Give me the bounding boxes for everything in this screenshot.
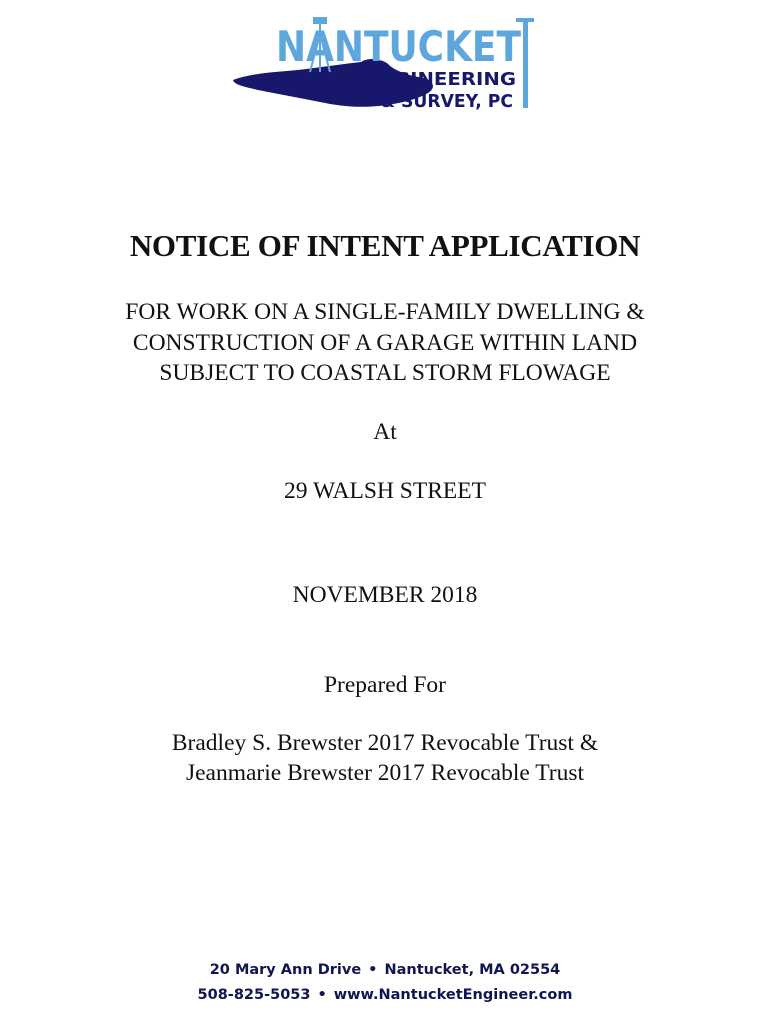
client-name: Bradley S. Brewster 2017 Revocable Trust & [171, 730, 599, 756]
client-name: Jeanmarie Brewster 2017 Revocable Trust [185, 760, 585, 786]
footer-street: 20 Mary Ann Drive [209, 962, 362, 978]
bullet-separator: • [317, 987, 327, 1003]
company-logo [228, 14, 543, 114]
footer-phone: 508-825-5053 [197, 987, 311, 1003]
at-label: At [373, 419, 397, 445]
footer-city: Nantucket, MA 02554 [384, 962, 561, 978]
logo-name: NANTUCKET [276, 22, 522, 71]
prepared-for-label: Prepared For [323, 672, 447, 698]
footer-contact-line [0, 987, 770, 1003]
site-address: 29 WALSH STREET [284, 478, 486, 504]
logo-line2: ENGINEERING [364, 69, 516, 90]
bullet-separator: • [368, 962, 378, 978]
document-date: NOVEMBER 2018 [292, 582, 478, 608]
nantucket-engineering-logo-graphic [228, 14, 543, 114]
document-subtitle [0, 297, 770, 389]
document-title: NOTICE OF INTENT APPLICATION [129, 228, 641, 263]
footer-address-line [0, 962, 770, 978]
subtitle-line: CONSTRUCTION OF A GARAGE WITHIN LAND [132, 329, 638, 356]
logo-line3: & SURVEY, PC [380, 91, 513, 112]
subtitle-line: SUBJECT TO COASTAL STORM FLOWAGE [159, 360, 611, 386]
subtitle-line: FOR WORK ON A SINGLE-FAMILY DWELLING & [125, 299, 645, 325]
footer-website: www.NantucketEngineer.com [333, 987, 573, 1003]
